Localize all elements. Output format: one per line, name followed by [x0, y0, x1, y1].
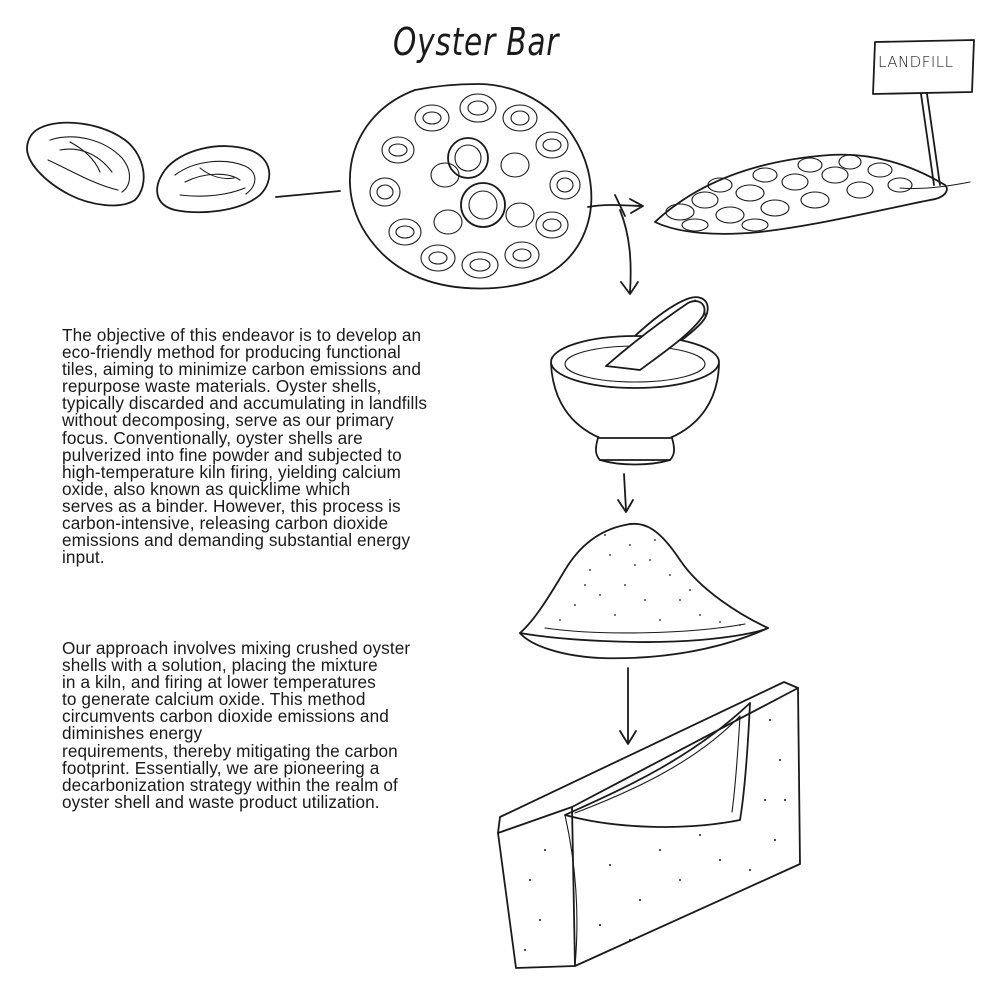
text-line: Our approach involves mixing crushed oyster — [62, 638, 411, 658]
oyster-platter-icon — [350, 84, 591, 289]
text-line: input. — [62, 547, 105, 568]
powder-mound-icon — [520, 524, 768, 658]
description-paragraph — [62, 327, 532, 566]
text-line: tiles, aiming to minimize carbon emissions and — [62, 359, 421, 380]
text-line: emissions and demanding substantial energy — [62, 530, 411, 551]
text-line: eco-friendly method for producing functional — [62, 342, 401, 363]
text-line: serves as a binder. However, this process is — [62, 495, 401, 516]
arrow-icon — [588, 195, 643, 216]
text-line: decarbonization strategy within the realm of — [62, 774, 398, 795]
arrow-icon — [620, 668, 636, 744]
text-line: pulverized into fine powder and subjected to — [62, 444, 402, 465]
arrow-icon — [618, 474, 633, 512]
text-line: oyster shell and waste product utilization. — [62, 791, 380, 812]
tile-icon — [498, 682, 800, 968]
text-line: focus. Conventionally, oyster shells are — [62, 427, 363, 448]
text-line: repurpose waste materials. Oyster shells, — [62, 376, 382, 397]
text-line: footprint. Essentially, we are pioneering a — [62, 757, 380, 778]
text-line: without decomposing, serve as our primary — [62, 410, 394, 431]
text-line: high-temperature kiln firing, yielding calcium — [62, 461, 401, 482]
arrow-icon — [620, 210, 638, 294]
text-line: carbon-intensive, releasing carbon dioxide — [62, 513, 389, 534]
text-line: to generate calcium oxide. This method — [62, 689, 366, 710]
diagram-title: Oyster Bar — [393, 20, 560, 64]
text-line: shells with a solution, placing the mixture — [62, 655, 378, 676]
text-line: in a kiln, and firing at lower temperatures — [62, 672, 376, 693]
text-line: circumvents carbon dioxide emissions and — [62, 706, 389, 727]
text-line: oxide, also known as quicklime which — [62, 478, 351, 499]
text-line: typically discarded and accumulating in landfills — [62, 393, 428, 414]
oyster-shell-icon — [157, 146, 269, 212]
shell-pile-icon — [655, 155, 970, 234]
mortar-pestle-icon — [551, 297, 719, 464]
connector-line — [276, 191, 340, 197]
approach-paragraph — [62, 640, 532, 811]
text-line: requirements, thereby mitigating the carbon — [62, 740, 398, 761]
landfill-sign-label: LANDFILL — [878, 53, 954, 71]
text-line: diminishes energy — [62, 723, 203, 744]
oyster-shell-icon — [27, 123, 144, 206]
text-line: The objective of this endeavor is to develop an — [62, 325, 422, 345]
